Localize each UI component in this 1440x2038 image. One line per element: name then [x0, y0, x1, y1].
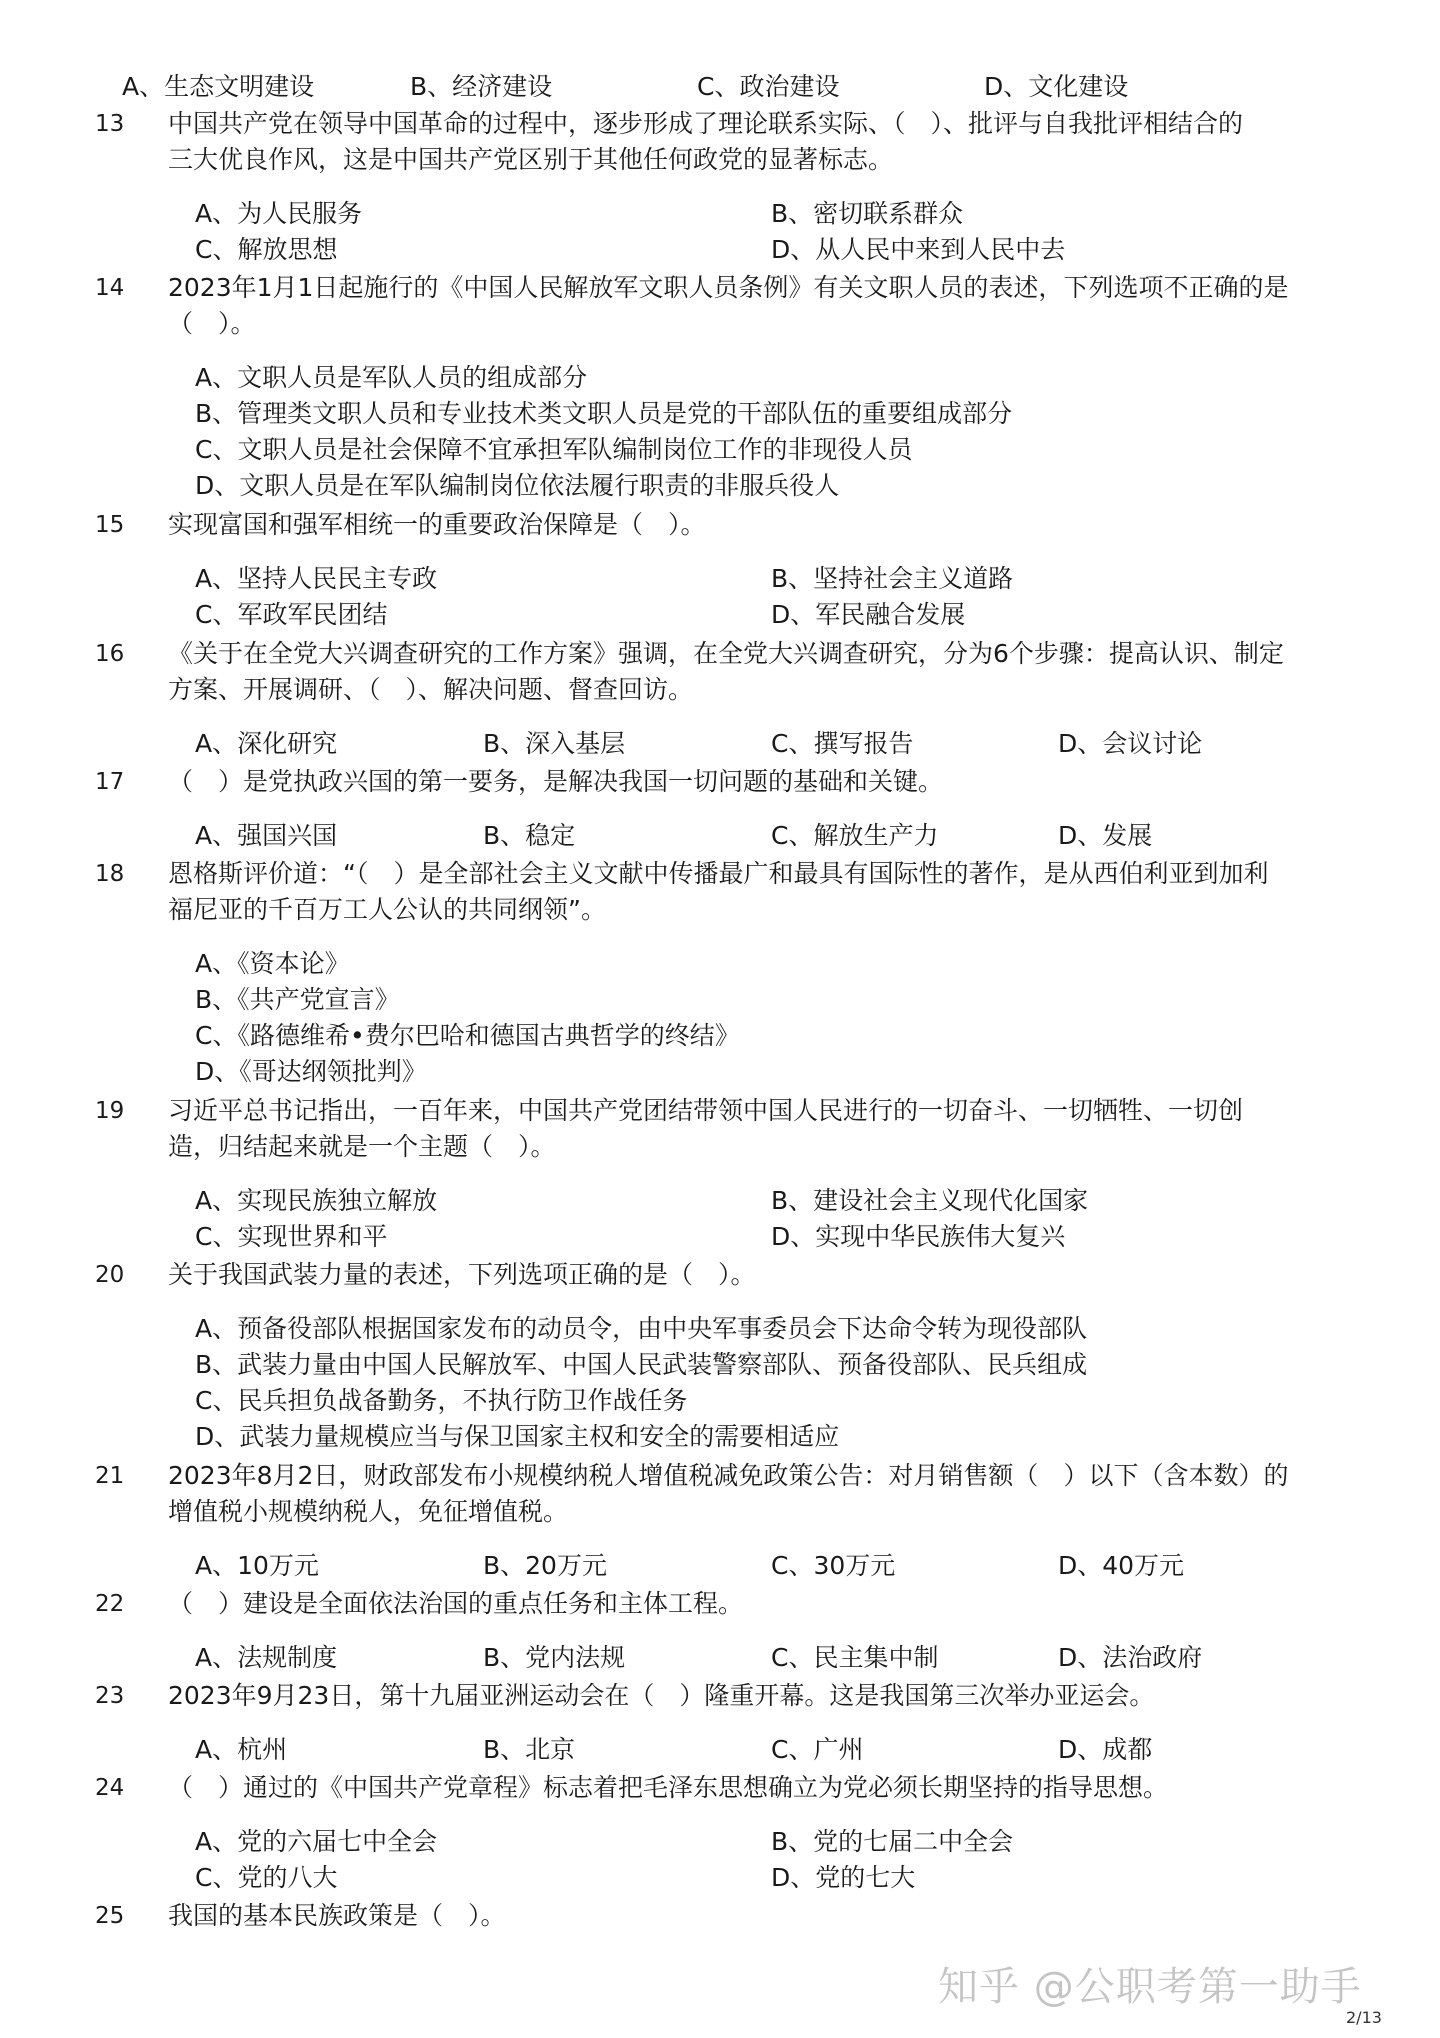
option-d: D、军民融合发展 [771, 600, 966, 629]
watermark: 知乎 @公职考第一助手 [938, 1964, 1362, 2010]
option-a: A、深化研究 [195, 729, 338, 758]
option-c: C、解放思想 [195, 235, 338, 264]
option-d: D、实现中华民族伟大复兴 [771, 1222, 1066, 1251]
q12-option-d: D、文化建设 [984, 72, 1129, 101]
question-text: 三大优良作风，这是中国共产党区别于其他任何政党的显著标志。 [168, 145, 894, 174]
option-b: B、密切联系群众 [771, 199, 964, 228]
option-a: A、《资本论》 [195, 949, 350, 978]
question-text: 增值税小规模纳税人，免征增值税。 [168, 1497, 569, 1526]
question-text: 我国的基本民族政策是（ ）。 [168, 1901, 506, 1930]
q12-option-b: B、经济建设 [410, 72, 553, 101]
question-number: 24 [95, 1775, 125, 1801]
question-number: 13 [95, 111, 125, 137]
question-number: 18 [95, 861, 125, 887]
option-d: D、成都 [1058, 1735, 1153, 1764]
question-number: 20 [95, 1262, 125, 1288]
option-b: B、党内法规 [483, 1643, 626, 1672]
option-d: D、党的七大 [771, 1863, 916, 1892]
option-d: D、发展 [1058, 821, 1153, 850]
option-c: C、《路德维希•费尔巴哈和德国古典哲学的终结》 [195, 1021, 740, 1050]
option-c: C、民兵担负战备勤务，不执行防卫作战任务 [195, 1386, 688, 1415]
question-text: 2023年8月2日，财政部发布小规模纳税人增值税减免政策公告：对月销售额（ ）以下（含本数）的 [168, 1461, 1289, 1490]
question-text: 关于我国武装力量的表述，下列选项正确的是（ ）。 [168, 1260, 756, 1289]
option-b: B、深入基层 [483, 729, 626, 758]
option-d: D、会议讨论 [1058, 729, 1203, 758]
option-d: D、40万元 [1058, 1551, 1185, 1580]
question-text: 习近平总书记指出，一百年来，中国共产党团结带领中国人民进行的一切奋斗、一切牺牲、一切创 [168, 1096, 1244, 1125]
option-a: A、坚持人民民主专政 [195, 564, 438, 593]
option-b: B、稳定 [483, 821, 576, 850]
question-text: （ ）是党执政兴国的第一要务，是解决我国一切问题的基础和关键。 [168, 767, 944, 796]
question-number: 23 [95, 1683, 125, 1709]
option-b: B、武装力量由中国人民解放军、中国人民武装警察部队、预备役部队、民兵组成 [195, 1350, 1088, 1379]
option-d: D、武装力量规模应当与保卫国家主权和安全的需要相适应 [195, 1422, 840, 1451]
option-b: B、北京 [483, 1735, 576, 1764]
option-b: B、《共产党宣言》 [195, 985, 400, 1014]
option-d: D、从人民中来到人民中去 [771, 235, 1066, 264]
option-c: C、文职人员是社会保障不宜承担军队编制岗位工作的非现役人员 [195, 435, 913, 464]
question-text: 《关于在全党大兴调查研究的工作方案》强调，在全党大兴调查研究，分为6个步骤：提高认识、制定 [168, 639, 1284, 668]
question-number: 16 [95, 641, 125, 667]
page-number: 2/13 [1346, 2008, 1382, 2027]
question-number: 19 [95, 1098, 125, 1124]
question-text: （ ）通过的《中国共产党章程》标志着把毛泽东思想确立为党必须长期坚持的指导思想。 [168, 1773, 1169, 1802]
option-a: A、杭州 [195, 1735, 288, 1764]
option-c: C、实现世界和平 [195, 1222, 388, 1251]
option-a: A、强国兴国 [195, 821, 338, 850]
question-number: 17 [95, 769, 125, 795]
question-text: 方案、开展调研、（ ）、解决问题、督查回访。 [168, 675, 694, 704]
option-d: D、《哥达纲领批判》 [195, 1057, 427, 1086]
option-a: A、党的六届七中全会 [195, 1827, 438, 1856]
question-text: 福尼亚的千百万工人公认的共同纲领”。 [168, 895, 606, 924]
question-text: （ ）建设是全面依法治国的重点任务和主体工程。 [168, 1589, 744, 1618]
option-c: C、党的八大 [195, 1863, 338, 1892]
question-text: 2023年9月23日，第十九届亚洲运动会在（ ）隆重开幕。这是我国第三次举办亚运会。 [168, 1681, 1155, 1710]
question-number: 15 [95, 512, 125, 538]
option-b: B、坚持社会主义道路 [771, 564, 1014, 593]
option-a: A、10万元 [195, 1551, 319, 1580]
question-text: 恩格斯评价道：“（ ）是全部社会主义文献中传播最广和最具有国际性的著作，是从西伯利亚到加利 [168, 859, 1269, 888]
option-b: B、20万元 [483, 1551, 607, 1580]
question-text: 中国共产党在领导中国革命的过程中，逐步形成了理论联系实际、（ ）、批评与自我批评相结合的 [168, 109, 1244, 138]
q12-option-c: C、政治建设 [697, 72, 840, 101]
option-c: C、军政军民团结 [195, 600, 388, 629]
option-d: D、法治政府 [1058, 1643, 1203, 1672]
option-a: A、实现民族独立解放 [195, 1186, 438, 1215]
option-d: D、文职人员是在军队编制岗位依法履行职责的非服兵役人 [195, 471, 840, 500]
option-a: A、预备役部队根据国家发布的动员令，由中央军事委员会下达命令转为现役部队 [195, 1314, 1088, 1343]
option-c: C、民主集中制 [771, 1643, 939, 1672]
option-b: B、党的七届二中全会 [771, 1827, 1014, 1856]
question-text: 实现富国和强军相统一的重要政治保障是（ ）。 [168, 510, 706, 539]
option-c: C、撰写报告 [771, 729, 914, 758]
option-a: A、为人民服务 [195, 199, 363, 228]
question-text: （ ）。 [168, 309, 256, 338]
option-b: B、管理类文职人员和专业技术类文职人员是党的干部队伍的重要组成部分 [195, 399, 1013, 428]
question-number: 14 [95, 275, 125, 301]
question-number: 22 [95, 1591, 125, 1617]
question-text: 造，归结起来就是一个主题（ ）。 [168, 1132, 556, 1161]
option-a: A、法规制度 [195, 1643, 338, 1672]
option-c: C、30万元 [771, 1551, 896, 1580]
option-c: C、广州 [771, 1735, 864, 1764]
option-a: A、文职人员是军队人员的组成部分 [195, 363, 588, 392]
option-b: B、建设社会主义现代化国家 [771, 1186, 1089, 1215]
question-text: 2023年1月1日起施行的《中国人民解放军文职人员条例》有关文职人员的表述，下列选项不正确的是 [168, 273, 1289, 302]
option-c: C、解放生产力 [771, 821, 939, 850]
question-number: 21 [95, 1463, 125, 1489]
question-number: 25 [95, 1903, 125, 1929]
q12-option-a: A、生态文明建设 [122, 72, 315, 101]
